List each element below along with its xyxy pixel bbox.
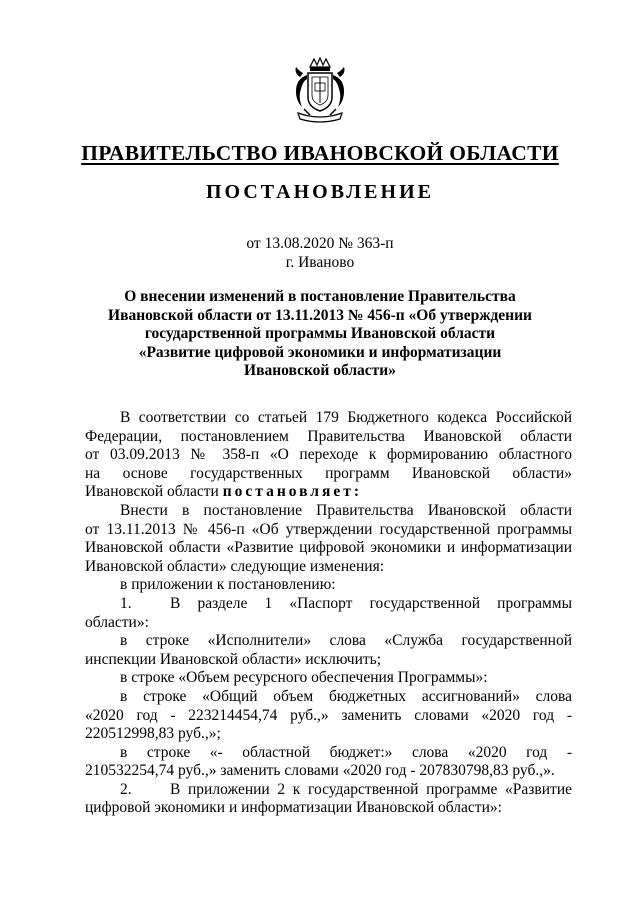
body-line: инспекции Ивановской области» исключить; (85, 650, 382, 668)
body-line: в строке «- областной бюджет:» слова «2020 год - (120, 743, 572, 761)
subject-line: «Развитие цифровой экономики и информатизации (138, 343, 502, 361)
body-line: в строке «Объем ресурсного обеспечения Программы»: (120, 669, 488, 687)
body-line (85, 595, 572, 614)
body-line: от 03.09.2013 № 358-п «О переходе к формированию областного (85, 446, 572, 464)
resolves-word: постановляет: (222, 483, 363, 501)
body-text: В разделе 1 «Паспорт государственной программы (170, 594, 572, 612)
body-line: цифровой экономики и информатизации Ивановской области»: (85, 799, 502, 817)
document-subject (95, 288, 545, 381)
item-number: 1. (120, 594, 132, 612)
subject-line: государственной программы Ивановской области (144, 325, 496, 343)
body-line: 220512998,83 руб.,»; (85, 725, 221, 743)
body-line: «2020 год - 223214454,74 руб.,» заменить словами «2020 год - (85, 706, 572, 724)
body-line: Ивановской области» следующие изменения: (85, 557, 385, 575)
body-line: на основе государственных программ Ивановской области» (85, 464, 572, 482)
body-line (85, 483, 572, 502)
body-line: в строке «Исполнители» слова «Служба государственной (120, 632, 572, 650)
subject-line: О внесении изменений в постановление Правительства (124, 288, 516, 305)
document-city: г. Иваново (285, 254, 355, 271)
body-text: В приложении 2 к государственной программе «Развитие (170, 780, 572, 798)
document-body (85, 409, 572, 818)
body-line: Внести в постановление Правительства Ивановской области (120, 501, 572, 519)
coat-of-arms-emblem (290, 57, 350, 125)
body-line: в строке «Общий объем бюджетных ассигнований» слова (120, 687, 572, 705)
subject-line: Ивановской области» (244, 362, 396, 380)
body-line (85, 781, 572, 800)
body-line: Ивановской области «Развитие цифровой экономики и информатизации (85, 539, 572, 557)
body-line: в приложении к постановлению: (120, 576, 336, 594)
body-line: 210532254,74 руб.,» заменить словами «2020 год - 207830798,83 руб.,». (85, 762, 555, 780)
body-line: от 13.11.2013 № 456-п «Об утверждении государственной программы (85, 520, 572, 538)
document-date-number: от 13.08.2020 № 363-п (246, 235, 394, 252)
body-line: Федерации, постановлением Правительства Ивановской области (85, 427, 572, 445)
government-title: ПРАВИТЕЛЬСТВО ИВАНОВСКОЙ ОБЛАСТИ (81, 141, 559, 165)
body-text: Ивановской области (85, 483, 223, 501)
item-number: 2. (120, 780, 132, 798)
body-line: области»: (85, 613, 149, 631)
document-type-heading: ПОСТАНОВЛЕНИЕ (206, 181, 434, 203)
subject-line: Ивановской области от 13.11.2013 № 456-п «Об утверждении (108, 306, 532, 324)
body-line: В соответствии со статьей 179 Бюджетного кодекса Российской (120, 409, 572, 426)
